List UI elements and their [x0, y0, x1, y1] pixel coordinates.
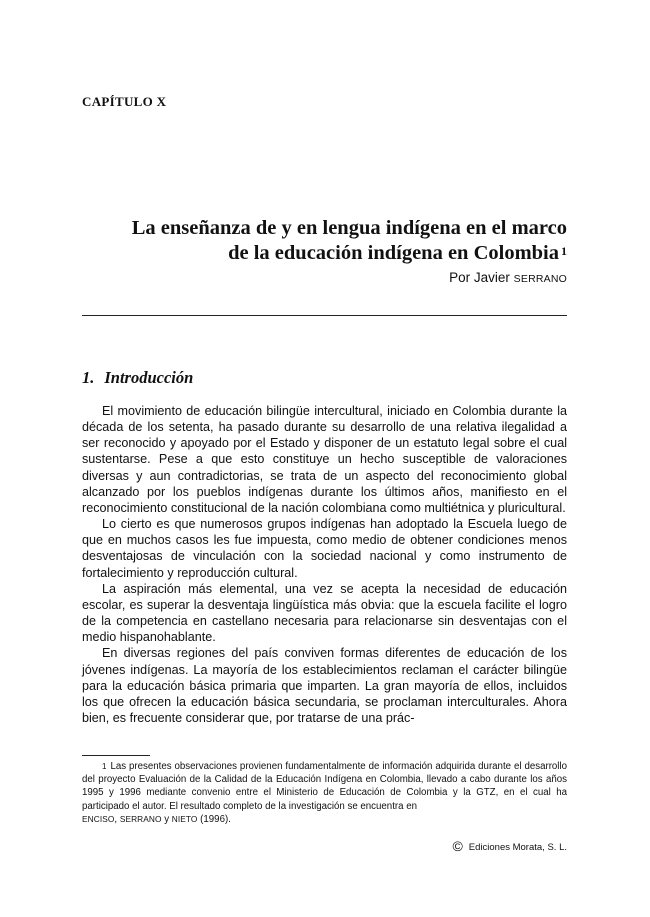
footnote-ref-author: NIETO — [171, 813, 198, 824]
section-number: 1. — [82, 368, 95, 387]
title-footnote-mark: 1 — [561, 244, 567, 258]
copyright-notice — [452, 838, 567, 854]
title-divider — [82, 315, 567, 316]
footnote-divider — [82, 755, 150, 756]
footnote-ref-year: (1996). — [197, 813, 231, 825]
chapter-label: CAPÍTULO X — [82, 94, 167, 109]
footnote-mark: 1 — [102, 762, 107, 771]
footnote — [82, 760, 567, 826]
footnote-ref-author: ENCISO — [82, 813, 115, 824]
paragraph: Lo cierto es que numerosos grupos indígenas han adoptado la Escuela luego de que en muchos casos les fue impuesta, como medio de obtener condiciones menos desventajosas de vinculación con la sociedad nacional y como instrumento de fortalecimiento y reproducción cultural. — [82, 517, 567, 580]
author-surname: SERRANO — [513, 273, 567, 285]
footnote-separator: , — [114, 813, 120, 825]
body-text — [82, 403, 567, 726]
title-line-1: La enseñanza de y en lengua indígena en el marco — [131, 217, 567, 239]
section-heading — [82, 368, 193, 388]
footnote-separator: y — [161, 813, 172, 825]
title-line-2: de la educación indígena en Colombia — [228, 242, 559, 264]
publisher-name: Ediciones Morata, S. L. — [468, 842, 567, 853]
chapter-title — [80, 216, 567, 266]
paragraph: La aspiración más elemental, una vez se acepta la necesidad de educación escolar, es superar la desventaja lingüística más obvia: que la escuela facilite el logro de la competencia en castellano necesaria para relacionarse sin desventajas con el medio hispanohablante. — [82, 581, 567, 645]
paragraph: El movimiento de educación bilingüe intercultural, iniciado en Colombia durante la década de los setenta, ha pasado durante su desarrollo de una relativa ilegalidad a ser reconocido y apoyado por el Estado y disponer de un estatuto legal sobre el cual sustentarse. Pese a que esto constituye un hecho susceptible de valoraciones diversas y aun contradictorias, se trata de un aspecto del reconocimiento global alcanzado por los pueblos indígenas durante los últimos años, manifiesto en el reconocimiento constitucional de la nación colombiana como multiétnica y pluricultural. — [82, 404, 567, 515]
author-prefix: Por Javier — [449, 270, 510, 285]
paragraph: En diversas regiones del país conviven formas diferentes de educación de los jóvenes indígenas. La mayoría de los establecimientos reclaman el carácter bilingüe para la educación básica primaria que imparten. La gran mayoría de ellos, incluidos los que ofrecen la educación básica secundaria, se proclaman interculturales. Ahora bien, es frecuente considerar que, por tratarse de una prác- — [82, 646, 567, 725]
section-title: Introducción — [104, 368, 194, 387]
footnote-text: Las presentes observaciones provienen fundamentalmente de información adquirida durante el desarrollo del proyecto Evaluación de la Calidad de la Educación Indígena en Colombia, llevado a cabo durante los años 1995 y 1996 mediante convenio entre el Ministerio de Educación de Colombia y la GTZ, en el cual ha participado el autor. El resultado completo de la investigación se encuentra en — [82, 761, 567, 812]
author-byline — [449, 270, 567, 285]
footnote-ref-author: SERRANO — [119, 813, 162, 824]
copyright-icon: © — [452, 838, 463, 854]
